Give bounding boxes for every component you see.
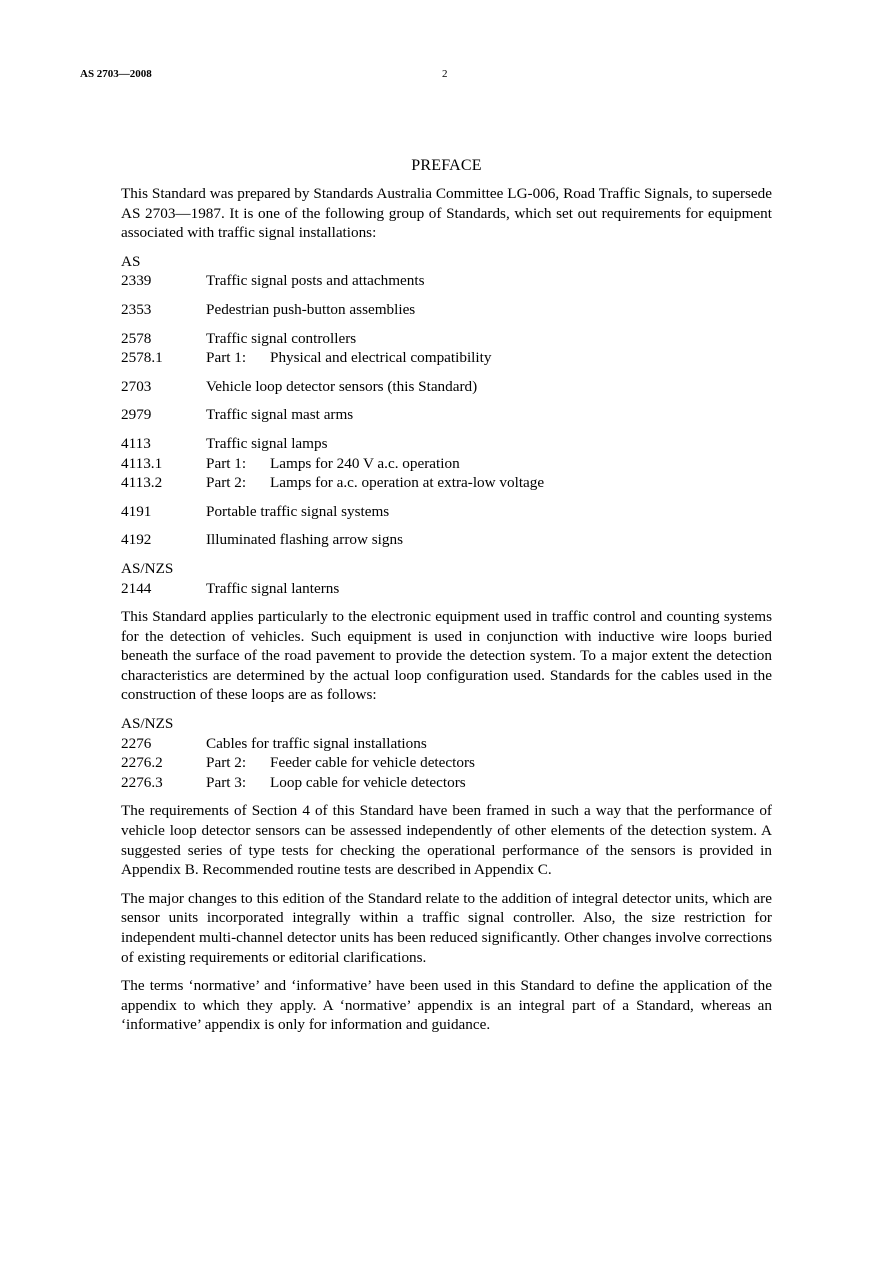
paragraph-intro: This Standard was prepared by Standards Australia Committee LG-006, Road Traffic Signals, to supersede AS 2703—1987. It is one of the following group of Standards, which set out requirements for equipment associated with traffic signal installations: — [121, 185, 772, 242]
standard-title-cell — [206, 473, 772, 493]
part-label: Part 2: — [206, 754, 247, 772]
standard-title: Lamps for a.c. operation at extra-low voltage — [270, 474, 545, 492]
list-group — [121, 329, 772, 368]
standards-list-asnzs-lanterns — [121, 559, 772, 598]
standard-entry — [121, 377, 772, 397]
standard-number: 2578 — [121, 329, 152, 347]
standard-number: 4113 — [121, 434, 151, 452]
list-prefix: AS/NZS — [121, 715, 174, 733]
standard-title-cell — [206, 405, 772, 425]
standard-title-cell — [206, 734, 772, 754]
standard-number: 2979 — [121, 406, 152, 424]
standard-number: 2578.1 — [121, 349, 163, 367]
standard-title-cell — [206, 753, 772, 773]
standard-entry — [121, 579, 772, 599]
standards-list-asnzs-cables — [121, 714, 772, 792]
standard-number: 2276.3 — [121, 773, 163, 791]
list-group — [121, 271, 772, 291]
standard-title: Traffic signal lamps — [206, 434, 328, 452]
standard-title-cell — [206, 773, 772, 793]
page-number: 2 — [442, 68, 448, 80]
part-label: Part 1: — [206, 454, 247, 472]
standard-title-cell — [206, 454, 772, 474]
standard-title-cell — [206, 434, 772, 454]
standard-title: Feeder cable for vehicle detectors — [270, 754, 475, 772]
standard-entry — [121, 773, 772, 793]
list-prefix: AS/NZS — [121, 559, 174, 577]
standard-entry — [121, 530, 772, 550]
standard-number: 2353 — [121, 300, 152, 318]
standard-entry — [121, 454, 772, 474]
standard-entry — [121, 734, 772, 754]
standard-entry — [121, 434, 772, 454]
standard-title: Vehicle loop detector sensors (this Standard) — [206, 377, 478, 395]
standard-number: 4113.2 — [121, 474, 163, 492]
list-group — [121, 530, 772, 550]
part-label: Part 3: — [206, 773, 247, 791]
standard-title-cell — [206, 502, 772, 522]
part-label: Part 2: — [206, 474, 247, 492]
standard-title-cell — [206, 579, 772, 599]
standard-entry — [121, 329, 772, 349]
standard-entry — [121, 753, 772, 773]
standard-entry — [121, 271, 772, 291]
section-heading: PREFACE — [411, 157, 482, 174]
standard-title-cell — [206, 348, 772, 368]
standard-title-cell — [206, 377, 772, 397]
standard-number: 2144 — [121, 579, 152, 597]
paragraph-requirements: The requirements of Section 4 of this Standard have been framed in such a way that the performance of vehicle loop detector sensors can be assessed independently of other elements of the detection system. A suggested series of type tests for checking the operational performance of the sensors is provided in Appendix B. Recommended routine tests are described in Appendix C. — [121, 802, 772, 879]
standard-number: 4191 — [121, 502, 152, 520]
document-body — [121, 155, 772, 1044]
standard-title: Traffic signal posts and attachments — [206, 272, 425, 290]
standard-title: Illuminated flashing arrow signs — [206, 531, 403, 549]
standard-title: Lamps for 240 V a.c. operation — [270, 454, 460, 472]
standard-title-cell — [206, 329, 772, 349]
list-group — [121, 434, 772, 493]
standard-number: 2703 — [121, 377, 152, 395]
standard-title: Traffic signal lanterns — [206, 579, 340, 597]
standard-entry — [121, 473, 772, 493]
standard-entry — [121, 300, 772, 320]
standard-entry — [121, 502, 772, 522]
standard-title: Traffic signal controllers — [206, 329, 357, 347]
standard-title-cell — [206, 271, 772, 291]
paragraph-terms: The terms ‘normative’ and ‘informative’ have been used in this Standard to define the application of the appendix to which they apply. A ‘normative’ appendix is an integral part of a Standard, whereas an ‘informative’ appendix is only for information and guidance. — [121, 977, 772, 1034]
standard-title: Physical and electrical compatibility — [270, 349, 492, 367]
list-group — [121, 502, 772, 522]
standard-title-cell — [206, 530, 772, 550]
list-group — [121, 405, 772, 425]
standard-title-cell — [206, 300, 772, 320]
paragraph-changes: The major changes to this edition of the Standard relate to the addition of integral detector units, which are sensor units incorporated integrally within a traffic signal controller. Also, the size restriction for independent multi-channel detector units has been reduced significantly. Other changes involve corrections of existing requirements or editorial clarifications. — [121, 889, 773, 966]
standard-number: 4192 — [121, 531, 152, 549]
list-prefix: AS — [121, 252, 141, 270]
paragraph-scope: This Standard applies particularly to the electronic equipment used in traffic control and counting systems for the detection of vehicles. Such equipment is used in conjunction with inductive wire loops buried beneath the surface of the road pavement to provide the detection system. To a major extent the detection characteristics are determined by the actual loop configuration used. Standards for the cables used in the construction of these loops are as follows: — [121, 608, 772, 704]
standard-title: Traffic signal mast arms — [206, 406, 354, 424]
standard-title: Cables for traffic signal installations — [206, 734, 427, 752]
standard-title: Pedestrian push-button assemblies — [206, 300, 416, 318]
standard-number: 4113.1 — [121, 454, 163, 472]
list-group — [121, 300, 772, 320]
standard-number: 2339 — [121, 272, 152, 290]
list-group — [121, 579, 772, 599]
standard-title: Portable traffic signal systems — [206, 502, 390, 520]
list-group — [121, 377, 772, 397]
standards-list-as — [121, 252, 772, 550]
standard-entry — [121, 405, 772, 425]
part-label: Part 1: — [206, 349, 247, 367]
standard-number: 2276 — [121, 734, 152, 752]
standard-reference: AS 2703—2008 — [80, 68, 152, 80]
standard-number: 2276.2 — [121, 754, 163, 772]
standard-entry — [121, 348, 772, 368]
standard-title: Loop cable for vehicle detectors — [270, 773, 466, 791]
list-group — [121, 734, 772, 793]
